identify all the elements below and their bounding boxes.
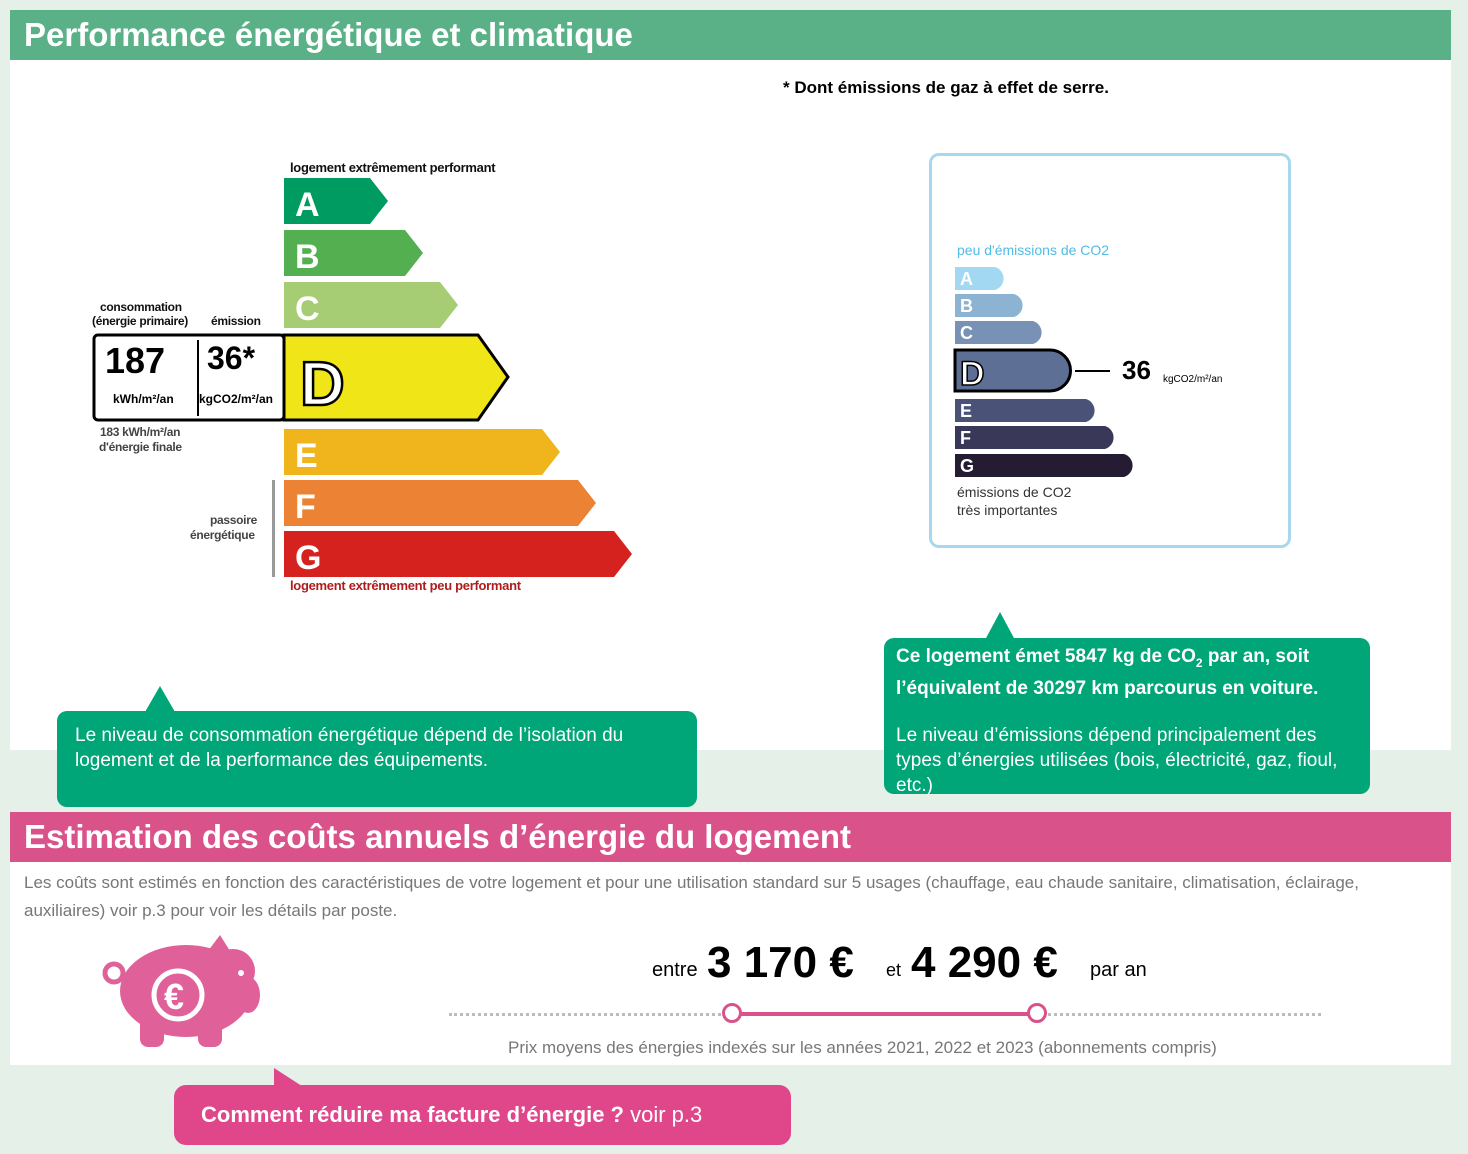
cost-and-label: et (886, 960, 902, 980)
dpe-top-label: logement extrêmement performant (290, 160, 496, 175)
cost-min-marker (722, 1003, 742, 1023)
svg-text:E: E (960, 401, 973, 421)
emission-value: 36* (207, 340, 256, 376)
consumption-info-bubble: Le niveau de consommation énergétique dépend de l’isolation du logement et de la performance des équipements. (57, 711, 697, 807)
cost-min: 3 170 € (707, 938, 854, 987)
svg-text:F: F (960, 428, 971, 448)
piggy-bank-euro-icon (100, 935, 265, 1053)
emission-unit: kgCO2/m²/an (199, 392, 274, 406)
emission-info-bubble (884, 638, 1370, 794)
dpe-letter-b: B (295, 238, 320, 276)
reduce-bill-question: Comment réduire ma facture d’énergie ? (201, 1102, 624, 1127)
dpe-bottom-label: logement extrêmement peu performant (290, 578, 521, 593)
dpe-letter-d: D (300, 350, 345, 419)
dpe-letter-e: E (295, 437, 318, 475)
cost-range-bar (733, 1012, 1039, 1016)
dpe-letter-g: G (295, 539, 322, 577)
cost-max-marker (1027, 1003, 1047, 1023)
ges-bottom-label-1: émissions de CO2 (957, 484, 1072, 500)
passoire-label-1: passoire (210, 513, 257, 527)
ges-top-label: peu d'émissions de CO2 (957, 242, 1110, 258)
consumption-value: 187 (105, 340, 166, 381)
svg-text:A: A (960, 269, 973, 289)
costs-description: Les coûts sont estimés en fonction des caractéristiques de votre logement et pour une utilisation standard sur 5 usages (chauffage, eau chaude sanitaire, climatisation, éclairage, auxiliaires) voir p.3 pour voir les détails par poste. (24, 873, 1359, 920)
energy-section-title: Performance énergétique et climatique (10, 10, 1451, 60)
cost-note: Prix moyens des énergies indexés sur les années 2021, 2022 et 2023 (abonnements compris) (508, 1038, 1217, 1057)
dpe-letter-f: F (295, 488, 316, 526)
cost-max: 4 290 € (911, 938, 1058, 987)
emission-header: émission (211, 314, 261, 328)
final-energy-2: d'énergie finale (99, 440, 182, 454)
passoire-label-2: énergétique (190, 528, 255, 542)
ges-value: 36 (1122, 355, 1151, 385)
reduce-bill-link[interactable] (174, 1085, 791, 1145)
costs-section-title: Estimation des coûts annuels d’énergie du logement (10, 812, 1451, 862)
consumption-header-2: (énergie primaire) (92, 314, 188, 328)
svg-text:G: G (960, 456, 975, 476)
svg-text:€: € (164, 976, 185, 1017)
dpe-letter-c: C (295, 290, 320, 328)
ges-letter-d: D (960, 355, 985, 393)
cost-per-year: par an (1090, 959, 1147, 981)
emission-info-main: Ce logement émet 5847 kg de $CO_2$ par an, soit l’équivalent de 30297 km parcourus en voiture. (896, 646, 1319, 699)
emission-info-detail: Le niveau d’émissions dépend principalement des types d’énergies utilisées (bois, électricité, gaz, fioul, etc.) (896, 724, 1338, 794)
ges-bottom-label-2: très importantes (957, 502, 1058, 518)
final-energy-1: 183 kWh/m²/an (100, 425, 181, 439)
svg-text:C: C (960, 323, 973, 343)
footnote: * Dont émissions de gaz à effet de serre. (783, 78, 1109, 97)
cost-between-label: entre (652, 959, 698, 981)
ges-unit: kgCO2/m²/an (1163, 374, 1223, 385)
consumption-header-1: consommation (100, 300, 182, 314)
consumption-unit: kWh/m²/an (113, 392, 174, 406)
dpe-letter-a: A (295, 186, 320, 224)
reduce-bill-page: voir p.3 (630, 1102, 703, 1127)
svg-text:B: B (960, 296, 973, 316)
